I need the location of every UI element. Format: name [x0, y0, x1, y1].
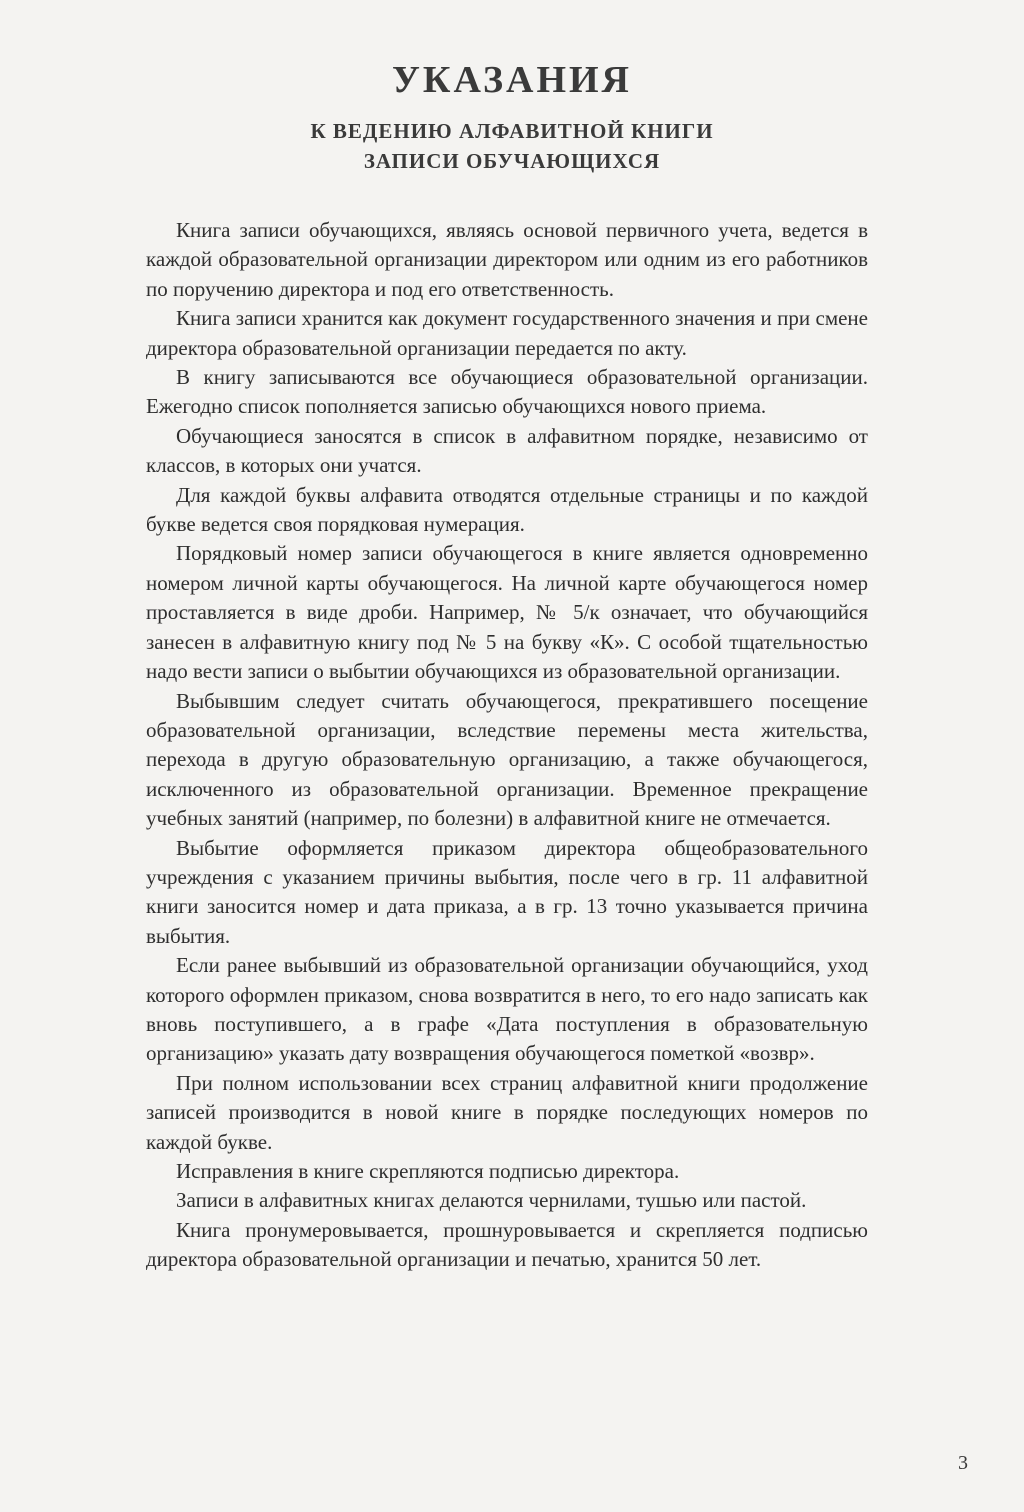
document-body — [146, 216, 868, 1275]
paragraph: В книгу записываются все обучающиеся образовательной организации. Ежегодно список пополняется записью обучающихся нового приема. — [146, 365, 868, 419]
paragraph: Исправления в книге скрепляются подписью директора. — [176, 1159, 680, 1183]
subtitle-line-1: К ВЕДЕНИЮ АЛФАВИТНОЙ КНИГИ — [310, 119, 714, 143]
paragraph: Обучающиеся заносятся в список в алфавитном порядке, независимо от классов, в которых они учатся. — [146, 423, 868, 478]
paragraph: Книга записи обучающихся, являясь основой первичного учета, ведется в каждой образовательной организации директором или одним из его работников по поручению директора и под его ответственность. — [146, 218, 868, 301]
paragraph: Если ранее выбывший из образовательной организации обучающийся, уход которого оформлен приказом, снова возвратится в него, то его надо записать как вновь поступившего, а в графе «Дата поступления в образовательную организацию» указать дату возвращения обучающегося пометкой «возвр». — [146, 953, 868, 1066]
paragraph: Для каждой буквы алфавита отводятся отдельные страницы и по каждой букве ведется своя порядковая нумерация. — [146, 482, 868, 537]
paragraph: Книга пронумеровывается, прошнуровывается и скрепляется подписью директора образовательной организации и печатью, хранится 50 лет. — [146, 1217, 868, 1272]
paragraph: Книга записи хранится как документ государственного значения и при смене директора образовательной организации передается по акту. — [146, 306, 868, 360]
paragraph: Записи в алфавитных книгах делаются чернилами, тушью или пастой. — [176, 1188, 807, 1213]
document-subtitle — [0, 116, 1024, 176]
paragraph: Выбытие оформляется приказом директора общеобразовательного учреждения с указанием причины выбытия, после чего в гр. 11 алфавитной книги заносится номер и дата приказа, а в гр. 13 точно указывается причина выбытия. — [146, 835, 868, 948]
document-title: УКАЗАНИЯ — [392, 59, 632, 101]
page-number: 3 — [958, 1452, 968, 1474]
paragraph: При полном использовании всех страниц алфавитной книги продолжение записей производится в новой книге в порядке последующих номеров по каждой букве. — [146, 1070, 868, 1154]
paragraph: Порядковый номер записи обучающегося в книге является одновременно номером личной карты обучающегося. На личной карте обучающегося номер проставляется в виде дроби. Например, № 5/к означает, что обучающийся занесен в алфавитную книгу под № 5 на букву «К». С особой тщательностью надо вести записи о выбытии обучающихся из образовательной организации. — [146, 541, 868, 684]
paragraph: Выбывшим следует считать обучающегося, прекратившего посещение образовательной организации, вследствие перемены места жительства, перехода в другую образовательную организацию, а также обучающегося, исключенного из образовательной организации. Временное прекращение учебных занятий (например, по болезни) в алфавитной книге не отмечается. — [146, 688, 868, 831]
subtitle-line-2: ЗАПИСИ ОБУЧАЮЩИХСЯ — [363, 149, 661, 173]
